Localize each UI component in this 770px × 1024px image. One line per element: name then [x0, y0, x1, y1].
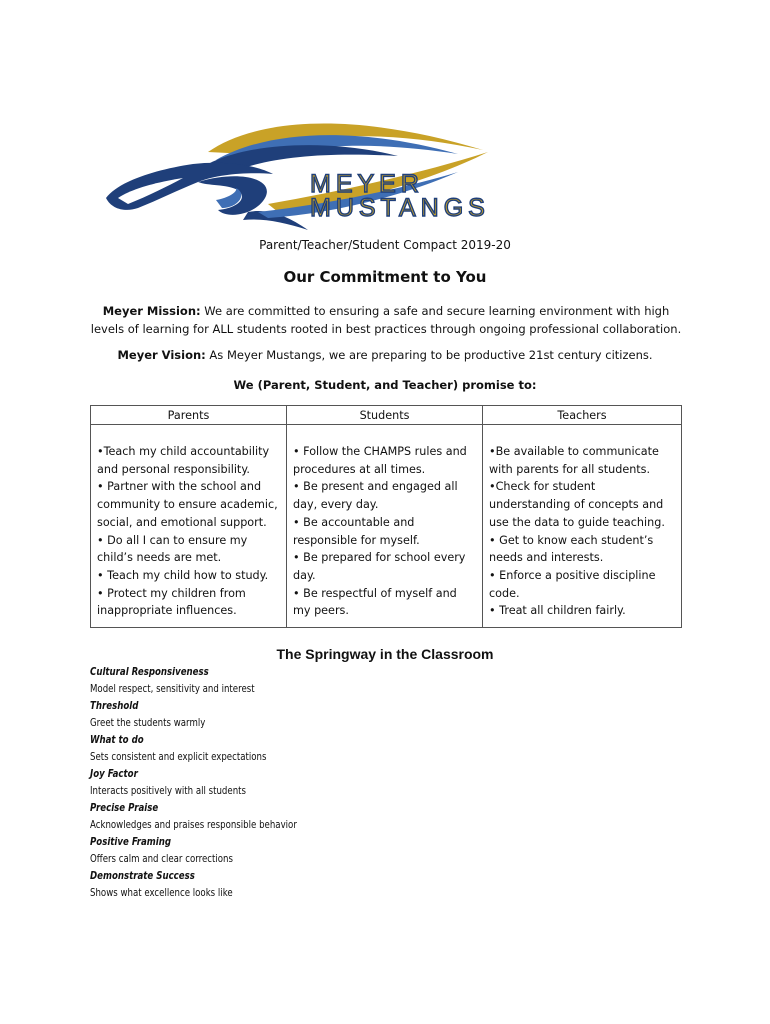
promise-heading: We (Parent, Student, and Teacher) promise to: [233, 378, 537, 392]
compact-table [90, 405, 682, 628]
springway-heading: Threshold [90, 700, 139, 712]
vision-text: As Meyer Mustangs, we are preparing to be productive 21st century citizens. [205, 348, 653, 362]
vision-label: Meyer Vision: [117, 348, 206, 362]
springway-desc: Model respect, sensitivity and interest [90, 683, 255, 695]
list-item: • Be prepared for school every day. [293, 551, 466, 582]
list-item: •Check for student understanding of concepts and use the data to guide teaching. [489, 480, 665, 529]
teachers-cell [483, 425, 682, 628]
list-item: • Follow the CHAMPS rules and procedures at all times. [293, 445, 467, 476]
list-item: •Be available to communicate with parents for all students. [489, 445, 659, 476]
logo-wordmark [310, 172, 490, 220]
springway-desc: Interacts positively with all students [90, 785, 247, 797]
springway-desc: Shows what excellence looks like [90, 887, 233, 899]
list-item: • Do all I can to ensure my child’s needs are met. [97, 533, 248, 565]
springway-desc: Offers calm and clear corrections [90, 853, 233, 865]
springway-heading: Positive Framing [90, 836, 172, 848]
list-item: • Be present and engaged all day, every day. [293, 480, 458, 512]
page-title: Our Commitment to You [283, 268, 487, 286]
list-item: • Get to know each student’s needs and interests. [489, 533, 654, 565]
springway-desc: Acknowledges and praises responsible behavior [90, 819, 297, 831]
list-item: • Partner with the school and community to ensure academic, social, and emotional support. [97, 480, 278, 529]
table-header-row [91, 406, 682, 425]
mission-label: Meyer Mission: [102, 304, 201, 318]
list-item: • Be accountable and responsible for myself. [293, 515, 420, 547]
compact-title: Parent/Teacher/Student Compact 2019-20 [259, 238, 511, 252]
springway-heading: Demonstrate Success [90, 870, 195, 882]
table-row [91, 425, 682, 628]
springway-heading: Joy Factor [90, 768, 138, 780]
list-item: • Protect my children from inappropriate influences. [97, 586, 246, 618]
springway-title: The Springway in the Classroom [276, 646, 494, 662]
springway-desc: Greet the students warmly [90, 717, 206, 729]
parents-cell [91, 425, 287, 628]
list-item: • Enforce a positive discipline code. [489, 568, 656, 600]
list-item: • Teach my child how to study. [97, 568, 269, 582]
springway-heading: Cultural Responsiveness [90, 666, 209, 678]
list-item: • Be respectful of myself and my peers. [293, 586, 457, 618]
logo-line-mustangs: MUSTANGS [310, 194, 490, 222]
students-cell [287, 425, 483, 628]
header-teachers: Teachers [483, 406, 682, 425]
springway-list [90, 664, 418, 902]
springway-desc: Sets consistent and explicit expectations [90, 751, 267, 763]
logo-line-meyer: MEYER [310, 170, 424, 198]
mission-statement [90, 302, 682, 338]
header-parents: Parents [91, 406, 287, 425]
mission-text: We are committed to ensuring a safe and secure learning environment with high levels of learning for ALL students rooted in best practices through ongoing professional collaboration. [90, 304, 682, 336]
springway-heading: What to do [90, 734, 144, 746]
list-item: •Teach my child accountability and personal responsibility. [97, 445, 270, 476]
list-item: • Treat all children fairly. [489, 604, 626, 618]
header-students: Students [287, 406, 483, 425]
springway-heading: Precise Praise [90, 802, 159, 814]
vision-statement [0, 348, 770, 362]
meyer-mustangs-logo [98, 112, 578, 236]
